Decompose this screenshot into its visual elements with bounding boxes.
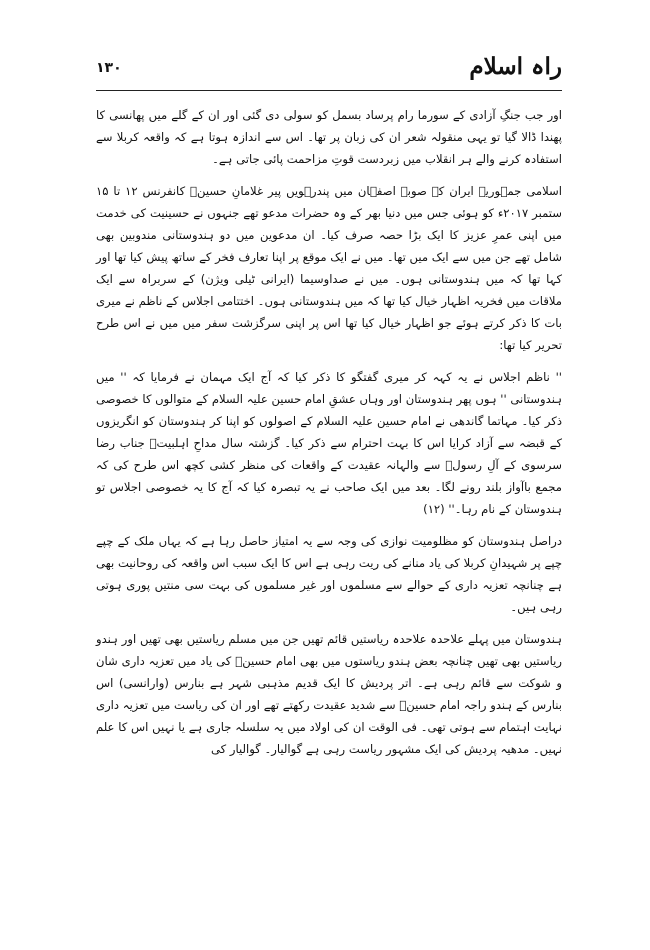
journal-title: راہ اسلام bbox=[469, 53, 562, 80]
page-number: ۱۳۰ bbox=[96, 60, 122, 76]
paragraph-2: اسلامی جمہوریہ ایران کے صوبہ اصفہان میں پندرہویں پیر غلامانِ حسینؑ کانفرنس ۱۲ تا ۱۵ ستمبر ۲۰۱۷ء کو ہوئی جس میں دنیا بھر کے وہ حضرات مدعو تھے جنہوں نے حسینیت کی خدمت میں اپنی عمرِ عزیز کا ایک بڑا حصہ صرف کیا۔ ان مدعوین میں دو ہندوستانی مندوبین بھی شامل تھے جن میں سے ایک میں تھا۔ میں نے ایک موقع پر اپنا تعارف فخر کے ساتھ پیش کیا تھا اور کہا تھا کہ میں ہندوستانی ہوں۔ میں نے صداوسیما (ایرانی ٹیلی ویژن) کے سربراہ سے ایک ملاقات میں فخریہ اظہار خیال کیا تھا کہ میں ہندوستانی ہوں۔ اختتامی اجلاس کے ناظم نے میری بات کا ذکر کرتے ہوئے جو اظہار خیال کیا تھا اس پر اپنی سرگزشت سفر میں میں نے اس طرح تحریر کیا تھا: bbox=[96, 184, 562, 352]
block-quote-paragraph: '' ناظم اجلاس نے یہ کہہ کر میری گفتگو کا ذکر کیا کہ آج ایک مہمان نے فرمایا کہ '' میں ہندوستانی '' ہوں پھر ہندوستان اور وہاں عشقِ امام حسین علیہ السلام کے متوالوں کا خصوصی ذکر کیا۔ مہاتما گاندھی نے امام حسین علیہ السلام کے اصولوں کو اپنا کر ہندوستان کو انگریزوں کے قبضہ سے آزاد کرایا اس کا بہت احترام سے ذکر کیا۔ گزشتہ سال مداحِ اہلبیتؑ جناب رضا سرسوی کے آلِ رسولؐ سے والہانہ عقیدت کے واقعات کی منظر کشی کچھ اس طرح کی کہ مجمع باآواز بلند رونے لگا۔ بعد میں ایک صاحب نے یہ تبصرہ کیا کہ آج کا یہ خصوصی اجلاس تو ہندوستان کے نام رہا۔'' (۱۲) bbox=[96, 370, 562, 516]
running-header bbox=[96, 52, 562, 92]
paragraph-4: دراصل ہندوستان کو مظلومیت نوازی کی وجہ سے یہ امتیاز حاصل رہا ہے کہ یہاں ملک کے چپے چپے پر شہیدانِ کربلا کی یاد منانے کی ریت رہی ہے اس کا ایک سبب اس واقعہ کی روحانیت بھی ہے چنانچہ تعزیہ داری کے حوالے سے مسلموں اور غیر مسلموں کی بہت سی منتیں پوری ہوتی رہی ہیں۔ bbox=[96, 534, 562, 614]
header-divider bbox=[96, 90, 562, 91]
paragraph-5: ہندوستان میں پہلے علاحدہ علاحدہ ریاستیں قائم تھیں جن میں مسلم ریاستیں بھی تھیں اور ہندو ریاستیں بھی تھیں چنانچہ بعض ہندو ریاستوں میں بھی امام حسینؑ کی یاد میں تعزیہ داری شان و شوکت سے قائم رہی ہے۔ اتر پردیش کا ایک قدیم مذہبی شہر ہے بنارس (وارانسی) اس بنارس کے ہندو راجہ امام حسینؑ سے شدید عقیدت رکھتے تھے اور ان کی ریاست میں تعزیہ داری نہایت اہتمام سے ہوتی تھی۔ فی الوقت ان کی اولاد میں یہ سلسلہ جاری ہے یا نہیں اس کا علم نہیں۔ مدھیہ پردیش کی ایک مشہور ریاست رہی ہے گوالیار۔ گوالیار کی bbox=[96, 632, 562, 756]
body-text bbox=[96, 104, 562, 770]
paragraph-1: اور جب جنگِ آزادی کے سورما رام پرساد بسمل کو سولی دی گئی اور ان کے گلے میں پھانسی کا پھندا ڈالا گیا تو یہی منقولہ شعر ان کی زبان پر تھا۔ اس سے اندازہ ہوتا ہے کہ واقعہ کربلا سے استفادہ کرنے والے ہر انقلاب میں زبردست قوتِ مزاحمت پائی جاتی ہے۔ bbox=[96, 108, 562, 166]
